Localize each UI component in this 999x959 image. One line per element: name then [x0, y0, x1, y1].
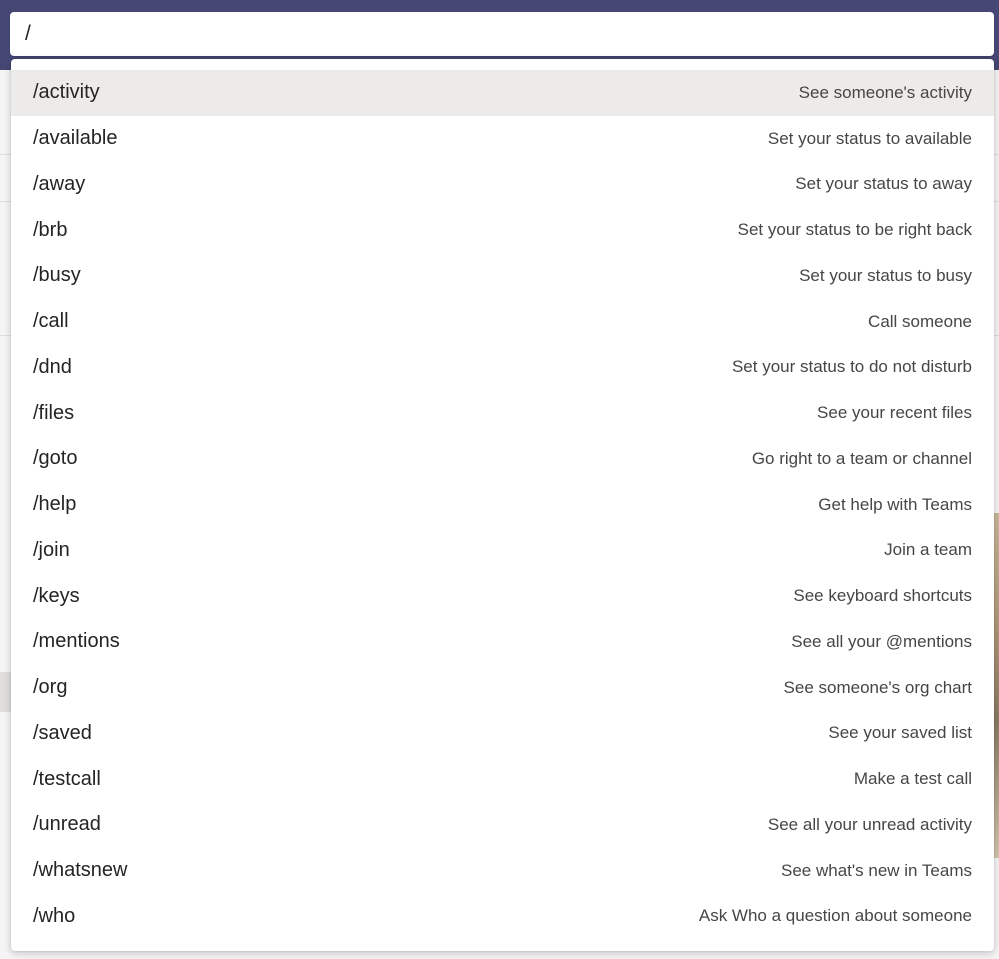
command-description: Get help with Teams: [818, 494, 972, 514]
command-item-help[interactable]: [11, 482, 994, 528]
command-item-dnd[interactable]: [11, 345, 994, 391]
command-description: Set your status to available: [767, 128, 972, 148]
command-list: [11, 70, 994, 939]
command-name: /activity: [33, 81, 100, 104]
command-name: /goto: [33, 447, 78, 470]
command-name: /mentions: [33, 630, 120, 653]
command-name: /org: [33, 676, 68, 699]
command-name: /brb: [33, 218, 68, 241]
command-input[interactable]: [10, 12, 994, 56]
command-name: /testcall: [33, 767, 101, 790]
command-box: [10, 12, 994, 56]
command-item-testcall[interactable]: [11, 756, 994, 802]
command-description: Ask Who a question about someone: [698, 906, 972, 926]
command-description: Set your status to busy: [799, 265, 972, 285]
command-name: /available: [33, 127, 118, 150]
command-name: /call: [33, 310, 69, 333]
command-description: Make a test call: [853, 769, 972, 789]
command-description: See your saved list: [828, 723, 972, 743]
command-description: Go right to a team or channel: [751, 448, 972, 468]
command-item-org[interactable]: [11, 665, 994, 711]
command-description: See keyboard shortcuts: [793, 586, 972, 606]
command-description: Join a team: [884, 540, 972, 560]
command-name: /saved: [33, 721, 92, 744]
command-item-keys[interactable]: [11, 573, 994, 619]
command-item-files[interactable]: [11, 390, 994, 436]
command-suggestions-dropdown: [11, 59, 994, 951]
command-name: /dnd: [33, 355, 72, 378]
command-description: Set your status to do not disturb: [731, 357, 972, 377]
command-item-goto[interactable]: [11, 436, 994, 482]
command-item-unread[interactable]: [11, 802, 994, 848]
command-description: See all your @mentions: [791, 631, 972, 651]
command-item-whatsnew[interactable]: [11, 848, 994, 894]
command-item-activity[interactable]: [11, 70, 994, 116]
command-item-call[interactable]: [11, 299, 994, 345]
command-description: See all your unread activity: [767, 814, 972, 834]
command-description: See what's new in Teams: [781, 860, 972, 880]
command-description: See your recent files: [817, 403, 972, 423]
command-item-available[interactable]: [11, 116, 994, 162]
command-name: /away: [33, 172, 86, 195]
command-name: /who: [33, 904, 76, 927]
command-item-join[interactable]: [11, 528, 994, 574]
command-item-who[interactable]: [11, 894, 994, 940]
command-name: /files: [33, 401, 75, 424]
command-description: See someone's activity: [798, 82, 972, 102]
command-name: /unread: [33, 813, 101, 836]
command-item-saved[interactable]: [11, 711, 994, 757]
command-name: /help: [33, 493, 77, 516]
command-description: Set your status to away: [795, 174, 972, 194]
command-name: /join: [33, 538, 70, 561]
command-description: See someone's org chart: [783, 677, 972, 697]
command-name: /busy: [33, 264, 81, 287]
command-description: Set your status to be right back: [737, 220, 972, 240]
command-item-brb[interactable]: [11, 207, 994, 253]
command-item-mentions[interactable]: [11, 619, 994, 665]
command-name: /keys: [33, 584, 80, 607]
command-item-busy[interactable]: [11, 253, 994, 299]
command-item-away[interactable]: [11, 162, 994, 208]
command-name: /whatsnew: [33, 859, 128, 882]
command-description: Call someone: [868, 311, 972, 331]
